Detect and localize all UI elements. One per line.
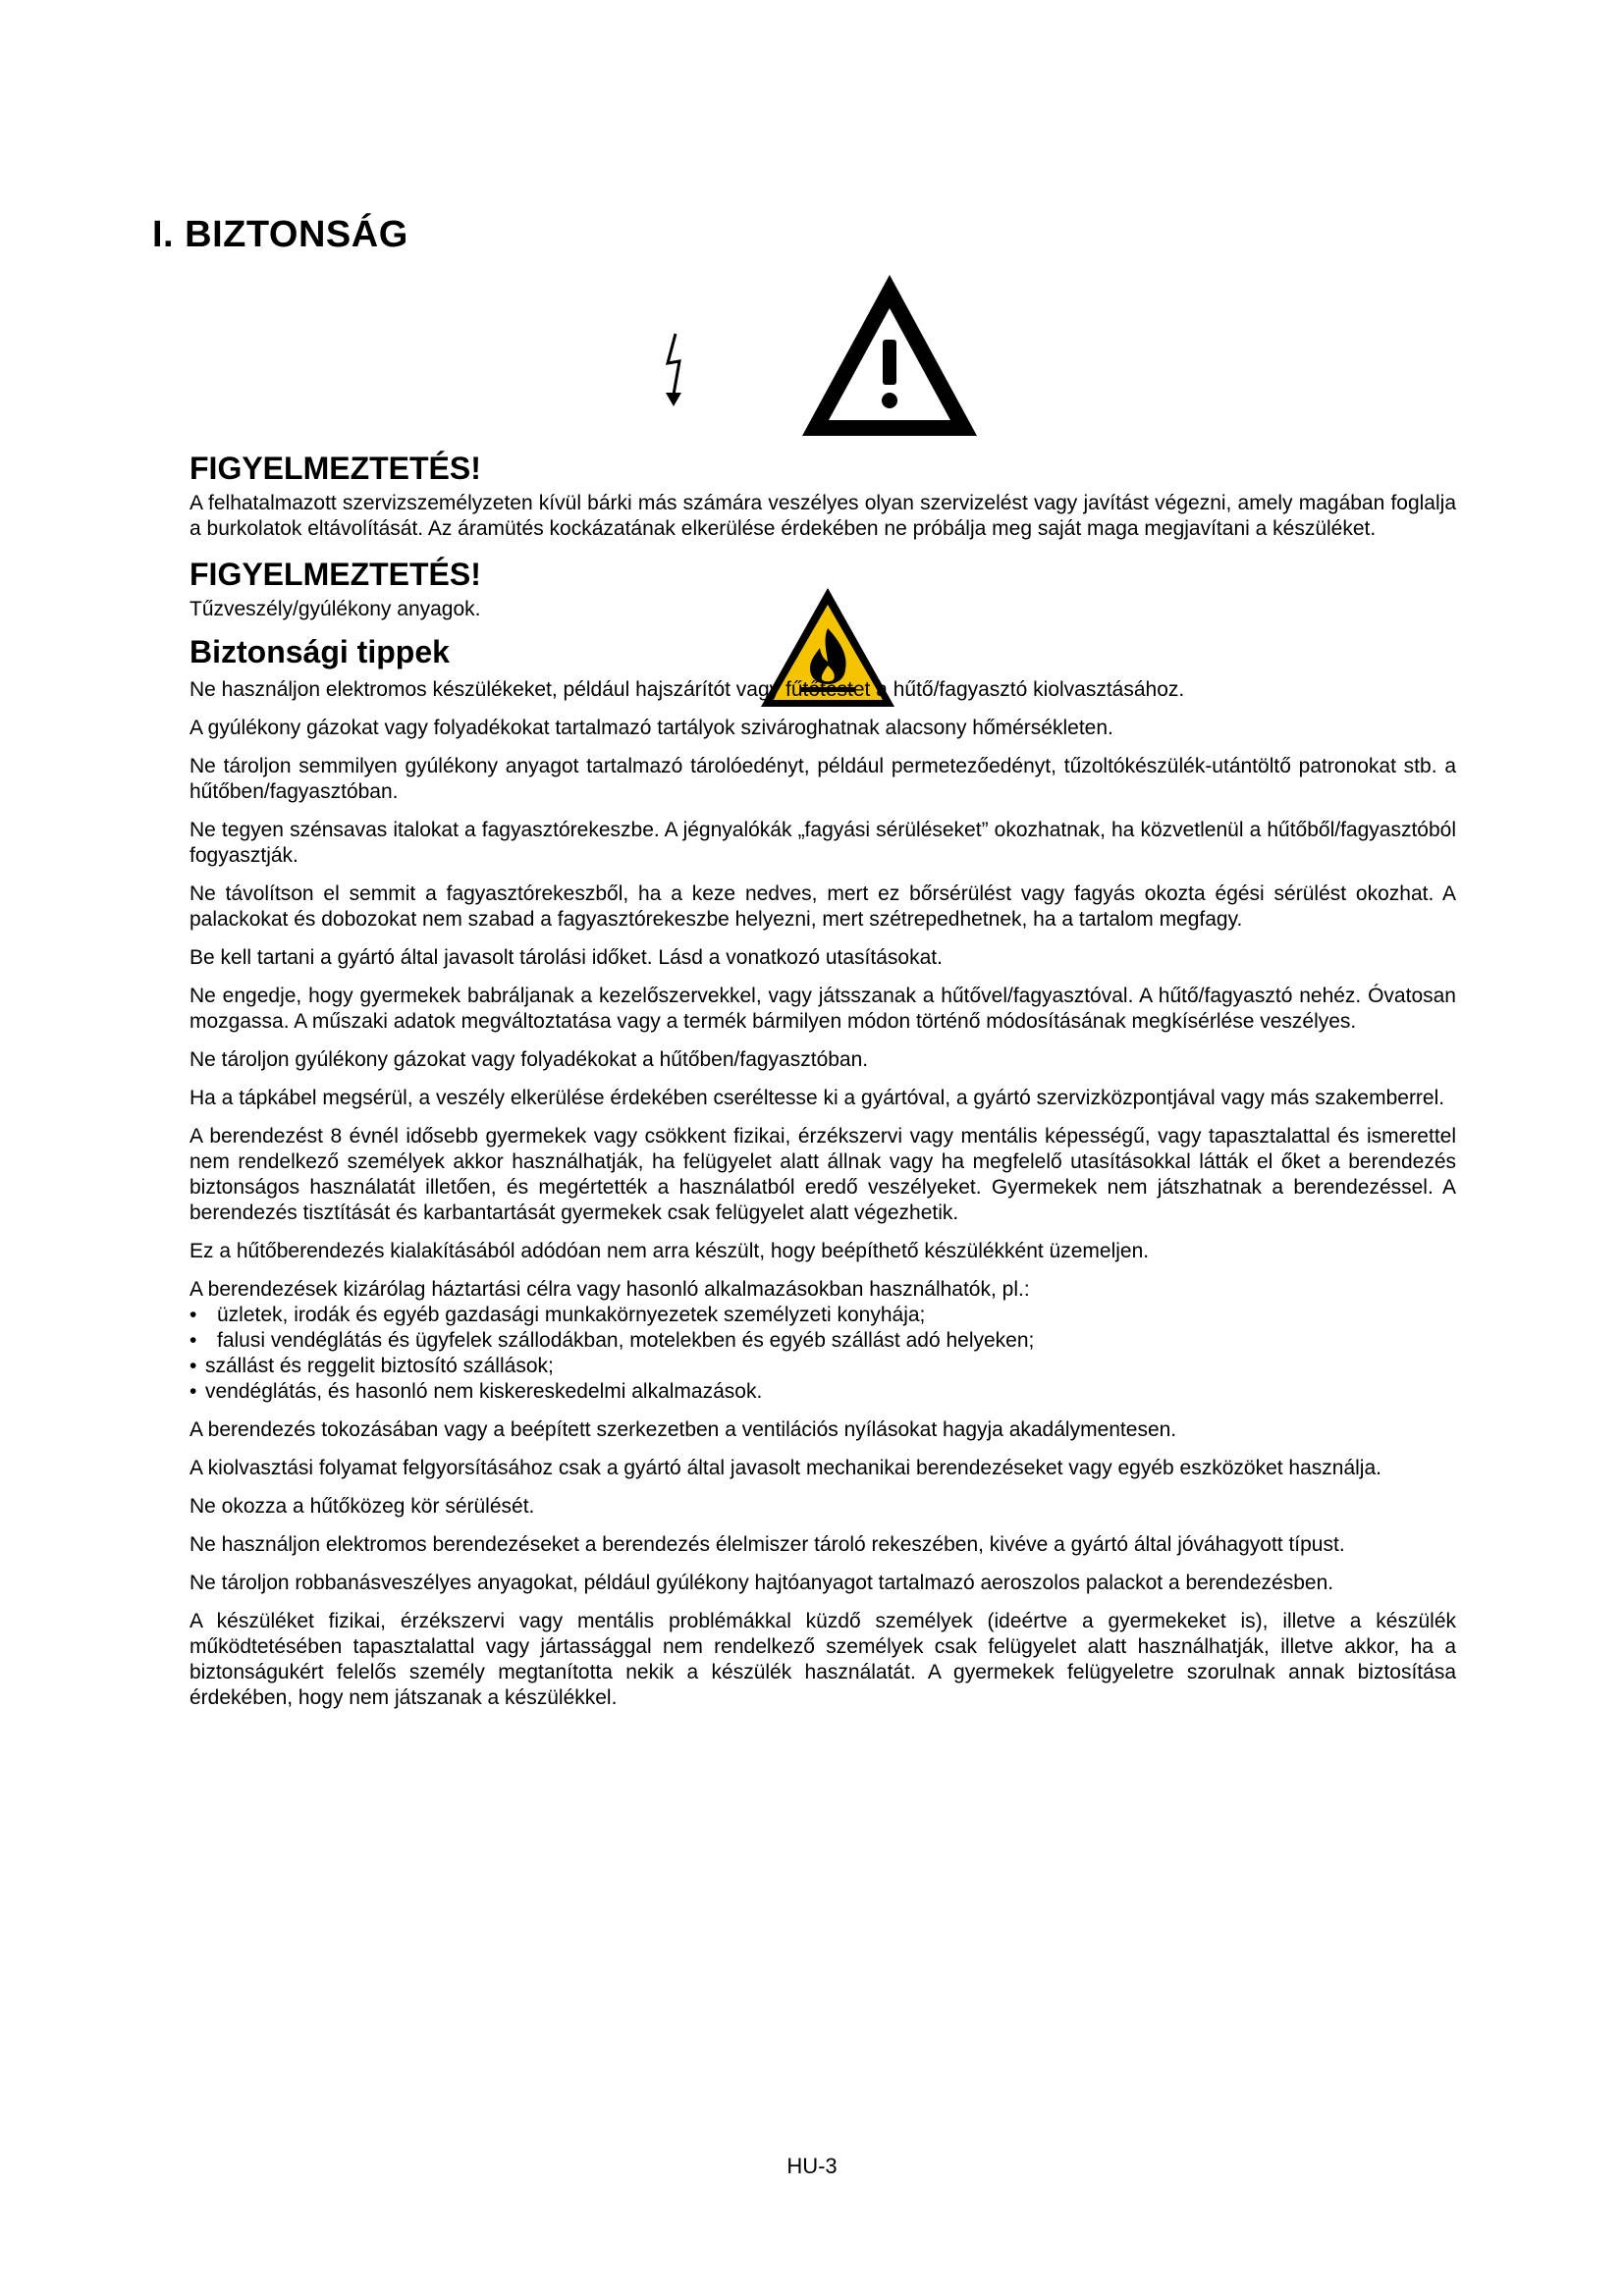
usage-intro: A berendezések kizárólag háztartási célra vagy hasonló alkalmazásokban használhatók, pl.: <box>189 1278 1030 1301</box>
safety-tip: Ne tároljon gyúlékony gázokat vagy folyadékokat a hűtőben/fagyasztóban. <box>189 1048 869 1071</box>
safety-tip: Ne használjon elektromos berendezéseket a berendezés élelmiszer tároló rekeszében, kivéve a gyártó által jóváhagyott típust. <box>189 1533 1345 1556</box>
safety-tip: Ez a hűtőberendezés kialakításából adódóan nem arra készült, hogy beépíthető készülékként üzemeljen. <box>189 1240 1150 1262</box>
warning-heading-fire: FIGYELMEZTETÉS! <box>189 557 481 592</box>
safety-tip: Ne tároljon semmilyen gyúlékony anyagot tartalmazó tárolóedényt, például permetezőedényt, tűzoltókészülék-utántöltő patronokat stb. a hűtőben/fagyasztóban. <box>189 755 1456 803</box>
warning-text-electric: A felhatalmazott szervizszemélyzeten kívül bárki más számára veszélyes olyan szervizelést vagy javítást végezni, amely magában foglalja a burkolatok eltávolítását. Az áramütés kockázatának elkerülése érdekében ne próbálja meg saját maga megjavítani a készüléket. <box>189 492 1456 540</box>
safety-tips-heading: Biztonsági tippek <box>189 634 450 669</box>
safety-tip: A kiolvasztási folyamat felgyorsításához csak a gyártó által javasolt mechanikai berendezéseket vagy egyéb eszközöket használja. <box>189 1457 1381 1479</box>
list-item: • szállást és reggelit biztosító szállások; <box>189 1354 1456 1379</box>
safety-tip: Ne használjon elektromos készülékeket, például hajszárítót vagy fűtőtestet a hűtő/fagyasztó kiolvasztásához. <box>189 678 1185 701</box>
safety-tip: A berendezést 8 évnél idősebb gyermekek vagy csökkent fizikai, érzékszervi vagy mentális képességű, vagy tapasztalattal és ismerettel nem rendelkező személyek akkor használhatják, ha felügyelet alatt állnak vagy ha megfelelő utasításokkal látták el őket a berendezés biztonságos használatát illetően, és megértették a használatból eredő veszélyeket. Gyermekek nem játszhatnak a berendezéssel. A berendezés tisztítását és karbantartását gyermekek csak felügyelet alatt végezhetik. <box>189 1125 1456 1224</box>
list-item: • falusi vendéglátás és ügyfelek szállodákban, motelekben és egyéb szállást adó helyeken; <box>189 1328 1456 1354</box>
section-title: I. BIZTONSÁG <box>152 214 408 255</box>
page-number: HU-3 <box>786 2154 838 2178</box>
safety-tip: Ne engedje, hogy gyermekek babráljanak a kezelőszervekkel, vagy játsszanak a hűtővel/fagyasztóval. A hűtő/fagyasztó nehéz. Óvatosan mozgassa. A műszaki adatok megváltoztatása vagy a termék bármilyen módon történő módosításának megkísérlése veszélyes. <box>189 985 1456 1033</box>
safety-tip: Ne tároljon robbanásveszélyes anyagokat, például gyúlékony hajtóanyagot tartalmazó aeroszolos palackot a berendezésben. <box>189 1572 1334 1594</box>
list-item: • vendéglátás, és hasonló nem kiskereskedelmi alkalmazások. <box>189 1379 1456 1405</box>
safety-tip: Ne tegyen szénsavas italokat a fagyasztórekeszbe. A jégnyalókák „fagyási sérüléseket” okozhatnak, ha közvetlenül a hűtőből/fagyasztóból fogyasztják. <box>189 819 1456 867</box>
safety-tip: Be kell tartani a gyártó által javasolt tárolási időket. Lásd a vonatkozó utasításokat. <box>189 946 943 969</box>
safety-tip: Ne okozza a hűtőközeg kör sérülését. <box>189 1495 535 1518</box>
warning-heading-electric: FIGYELMEZTETÉS! <box>189 451 481 486</box>
warning-text-fire: Tűzveszély/gyúlékony anyagok. <box>189 598 481 620</box>
safety-tip: Ne távolítson el semmit a fagyasztórekeszből, ha a keze nedves, mert ez bőrsérülést vagy fagyás okozta égési sérülést okozhat. A palackokat és dobozokat nem szabad a fagyasztórekeszbe helyezni, mert szétrepedhetnek, ha a tartalom megfagy. <box>189 882 1456 931</box>
usage-list <box>189 1303 1456 1405</box>
safety-content <box>189 450 1456 1724</box>
lightning-bolt-icon <box>662 332 687 410</box>
safety-tip: A berendezés tokozásában vagy a beépített szerkezetben a ventilációs nyílásokat hagyja akadálymentesen. <box>189 1418 1177 1441</box>
safety-tip: A gyúlékony gázokat vagy folyadékokat tartalmazó tartályok szivároghatnak alacsony hőmérsékleten. <box>189 717 1113 739</box>
safety-tip: Ha a tápkábel megsérül, a veszély elkerülése érdekében cseréltesse ki a gyártóval, a gyártó szervizközpontjával vagy más szakemberrel. <box>189 1087 1445 1109</box>
list-item: • üzletek, irodák és egyéb gazdasági munkakörnyezetek személyzeti konyhája; <box>189 1303 1456 1328</box>
warning-triangle-icon <box>798 271 981 440</box>
safety-tip: A készüléket fizikai, érzékszervi vagy mentális problémákkal küzdő személyek (ideértve a gyermekeket is), illetve a készülék működtetésében tapasztalattal vagy jártassággal nem rendelkező személyek csak felügyelet alatt használhatják, illetve akkor, ha a biztonságukért felelős személy megtanította nekik a készülék használatát. A gyermekek felügyeletre szorulnak annak biztosítása érdekében, hogy nem játszanak a készülékkel. <box>189 1610 1456 1709</box>
